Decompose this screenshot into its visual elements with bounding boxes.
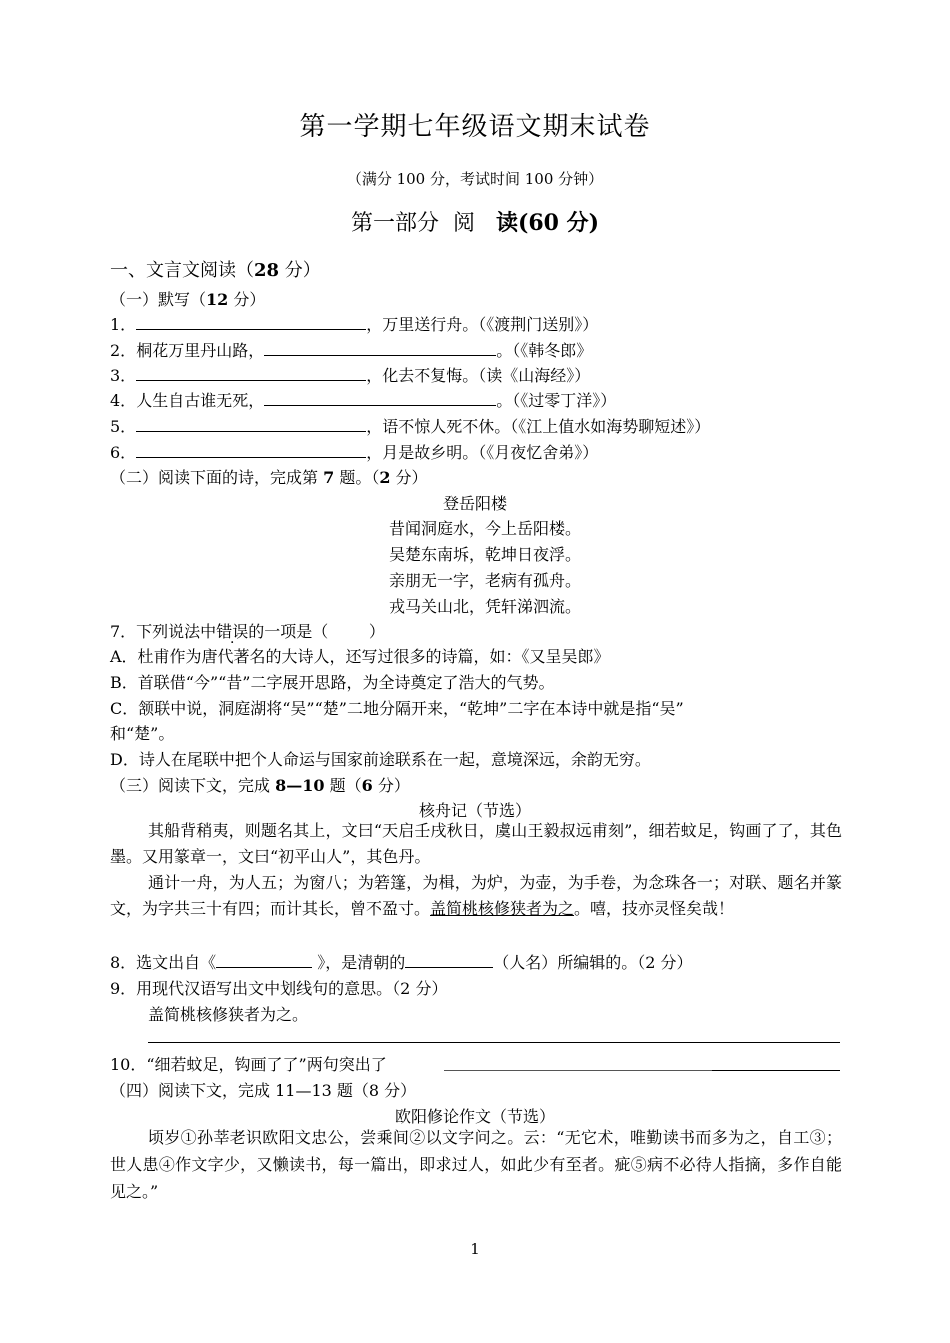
section1-bold: 28 bbox=[254, 260, 280, 281]
subsection-heading-2 bbox=[110, 465, 428, 488]
dictation-after: 。（《过零丁洋》） bbox=[496, 391, 617, 410]
question-7-stem bbox=[110, 619, 385, 642]
p2-end: 。嘻，技亦灵怪矣哉！ bbox=[574, 899, 735, 918]
answer-line-end bbox=[712, 1070, 840, 1071]
section1-post: 分） bbox=[279, 260, 321, 281]
sub3-end: 分） bbox=[372, 776, 410, 795]
passage-title: 核舟记（节选） bbox=[418, 801, 531, 820]
sub1-bold: 12 bbox=[206, 290, 229, 309]
sub2-bold: 7 bbox=[323, 468, 335, 487]
answer-blank[interactable] bbox=[405, 951, 493, 968]
sub3-mid: 题（ bbox=[324, 776, 362, 795]
option-a[interactable]: A．杜甫作为唐代著名的大诗人，还写过很多的诗篇，如：《又呈吴郎》 bbox=[110, 647, 610, 666]
dictation-after: 。（《韩冬郎》 bbox=[496, 341, 593, 360]
question-10 bbox=[110, 1052, 387, 1075]
underlined-sentence: 盖简桃核修狭者为之 bbox=[430, 899, 575, 918]
passage-paragraph-3: 顷岁①孙莘老识欧阳文忠公，尝乘间②以文字问之。云：“无它术，唯勤读书而多为之，自工③；世人患④作文字少，又懒读书，每一篇出，即求过人，如此少有至者。疵⑤病不必待人指摘，多作自能见之。” bbox=[110, 1128, 842, 1201]
part-heading bbox=[0, 206, 950, 237]
sub2-post: 题。（ bbox=[334, 468, 380, 487]
q7-emphasis: 错误 bbox=[216, 622, 249, 641]
passage-paragraph-2 bbox=[110, 870, 842, 922]
dictation-num: 1． bbox=[110, 315, 137, 334]
passage-title-2: 欧阳修论作文（节选） bbox=[394, 1107, 555, 1126]
sub3-pre: （三）阅读下文，完成 bbox=[110, 776, 276, 795]
option-b[interactable]: B．首联借“今”“昔”二字展开思路，为全诗奠定了浩大的气势。 bbox=[110, 673, 555, 692]
dictation-num: 4． bbox=[110, 391, 137, 410]
poem-line: 亲朋无一字，老病有孤舟。 bbox=[388, 571, 581, 590]
answer-blank[interactable] bbox=[264, 339, 496, 356]
subsection-heading-4: （四）阅读下文，完成 11—13 题（8 分） bbox=[110, 1081, 417, 1100]
subsection-heading-3 bbox=[110, 773, 410, 796]
answer-line[interactable] bbox=[148, 1042, 840, 1043]
sub2-pre: （二）阅读下面的诗，完成第 bbox=[110, 468, 324, 487]
sub3-bold: 8—10 bbox=[275, 776, 325, 795]
dictation-line-5 bbox=[110, 414, 710, 437]
sub2-end: 分） bbox=[390, 468, 428, 487]
q10-text: 10．“细若蚊足，钩画了了”两句突出了 bbox=[110, 1055, 387, 1074]
dictation-line-4 bbox=[110, 388, 616, 411]
exam-info: （满分 100 分，考试时间 100 分钟） bbox=[346, 170, 604, 188]
poem-line: 戎马关山北，凭轩涕泗流。 bbox=[388, 597, 581, 616]
sub2-bold2: 2 bbox=[379, 468, 391, 487]
dictation-num: 2． bbox=[110, 341, 137, 360]
sub1-pre: （一）默写（ bbox=[110, 290, 207, 309]
dictation-after: ，语不惊人死不休。（《江上值水如海势聊短述》） bbox=[366, 417, 711, 436]
sub3-bold2: 6 bbox=[361, 776, 373, 795]
option-c-line2[interactable]: 和“楚”。 bbox=[110, 724, 175, 743]
dictation-num: 3． bbox=[110, 366, 137, 385]
question-9: 9．用现代汉语写出文中划线句的意思。（2 分） bbox=[110, 979, 448, 998]
q8-post: （人名）所编辑的。（2 分） bbox=[493, 953, 693, 972]
passage-paragraph-1: 其船背稍夷，则题名其上，文曰“天启壬戌秋日，虞山王毅叔远甫刻”，细若蚊足，钩画了了，其色墨。又用篆章一，文曰“初平山人”，其色丹。 bbox=[110, 821, 842, 866]
sub1-post: 分） bbox=[228, 290, 266, 309]
section1-pre: 一、文言文阅读（ bbox=[110, 260, 254, 281]
poem-line: 昔闻洞庭水，今上岳阳楼。 bbox=[388, 519, 581, 538]
q8-mid: 》，是清朝的 bbox=[312, 953, 406, 972]
answer-blank[interactable] bbox=[216, 951, 312, 968]
poem-title: 登岳阳楼 bbox=[442, 494, 507, 513]
option-d[interactable]: D．诗人在尾联中把个人命运与国家前途联系在一起，意境深远，余韵无穷。 bbox=[110, 750, 651, 769]
answer-blank[interactable] bbox=[136, 364, 366, 381]
dictation-before: 人生自古谁无死， bbox=[136, 391, 265, 410]
answer-blank[interactable] bbox=[136, 441, 366, 458]
q8-pre: 8．选文出自《 bbox=[110, 953, 217, 972]
dictation-line-2 bbox=[110, 338, 592, 361]
question-9-quote: 盖简桃核修狭者为之。 bbox=[148, 1005, 309, 1024]
dictation-after: ，万里送行舟。（《渡荆门送别》） bbox=[366, 315, 599, 334]
dictation-line-3 bbox=[110, 363, 590, 386]
dictation-after: ，月是故乡明。（《月夜忆舍弟》） bbox=[366, 443, 599, 462]
dictation-before: 桐花万里丹山路， bbox=[136, 341, 265, 360]
part-heading-bold: 读(60 分) bbox=[495, 210, 600, 236]
dictation-after: ，化去不复悔。（读《山海经》） bbox=[366, 366, 591, 385]
part-heading-prefix: 第一部分 阅 bbox=[350, 211, 496, 236]
subsection-heading-1 bbox=[110, 287, 265, 310]
dictation-line-1 bbox=[110, 312, 598, 335]
section-heading-1 bbox=[110, 256, 321, 282]
dictation-num: 6． bbox=[110, 443, 137, 462]
question-8 bbox=[110, 950, 693, 973]
dictation-line-6 bbox=[110, 440, 598, 463]
page-title: 第一学期七年级语文期末试卷 bbox=[299, 112, 651, 142]
option-c-line1[interactable]: C．颔联中说，洞庭湖将“吴”“楚”二地分隔开来，“乾坤”二字在本诗中就是指“吴” bbox=[110, 699, 684, 718]
answer-blank[interactable] bbox=[264, 389, 496, 406]
answer-blank[interactable] bbox=[136, 415, 366, 432]
q7-stem-pre: 7．下列说法中 bbox=[110, 622, 217, 641]
dictation-num: 5． bbox=[110, 417, 137, 436]
page-number: 1 bbox=[470, 1240, 480, 1258]
poem-line: 吴楚东南坼，乾坤日夜浮。 bbox=[388, 545, 581, 564]
p2-text: 通计一舟，为人五；为窗八；为箬篷，为楫，为炉，为壶，为手卷，为念珠各一；对联、题名并篆文，为字共三十有四；而计其长，曾不盈寸。 bbox=[110, 873, 842, 918]
q7-stem-post: 的一项是（ ） bbox=[248, 622, 385, 641]
answer-blank[interactable] bbox=[136, 313, 366, 330]
